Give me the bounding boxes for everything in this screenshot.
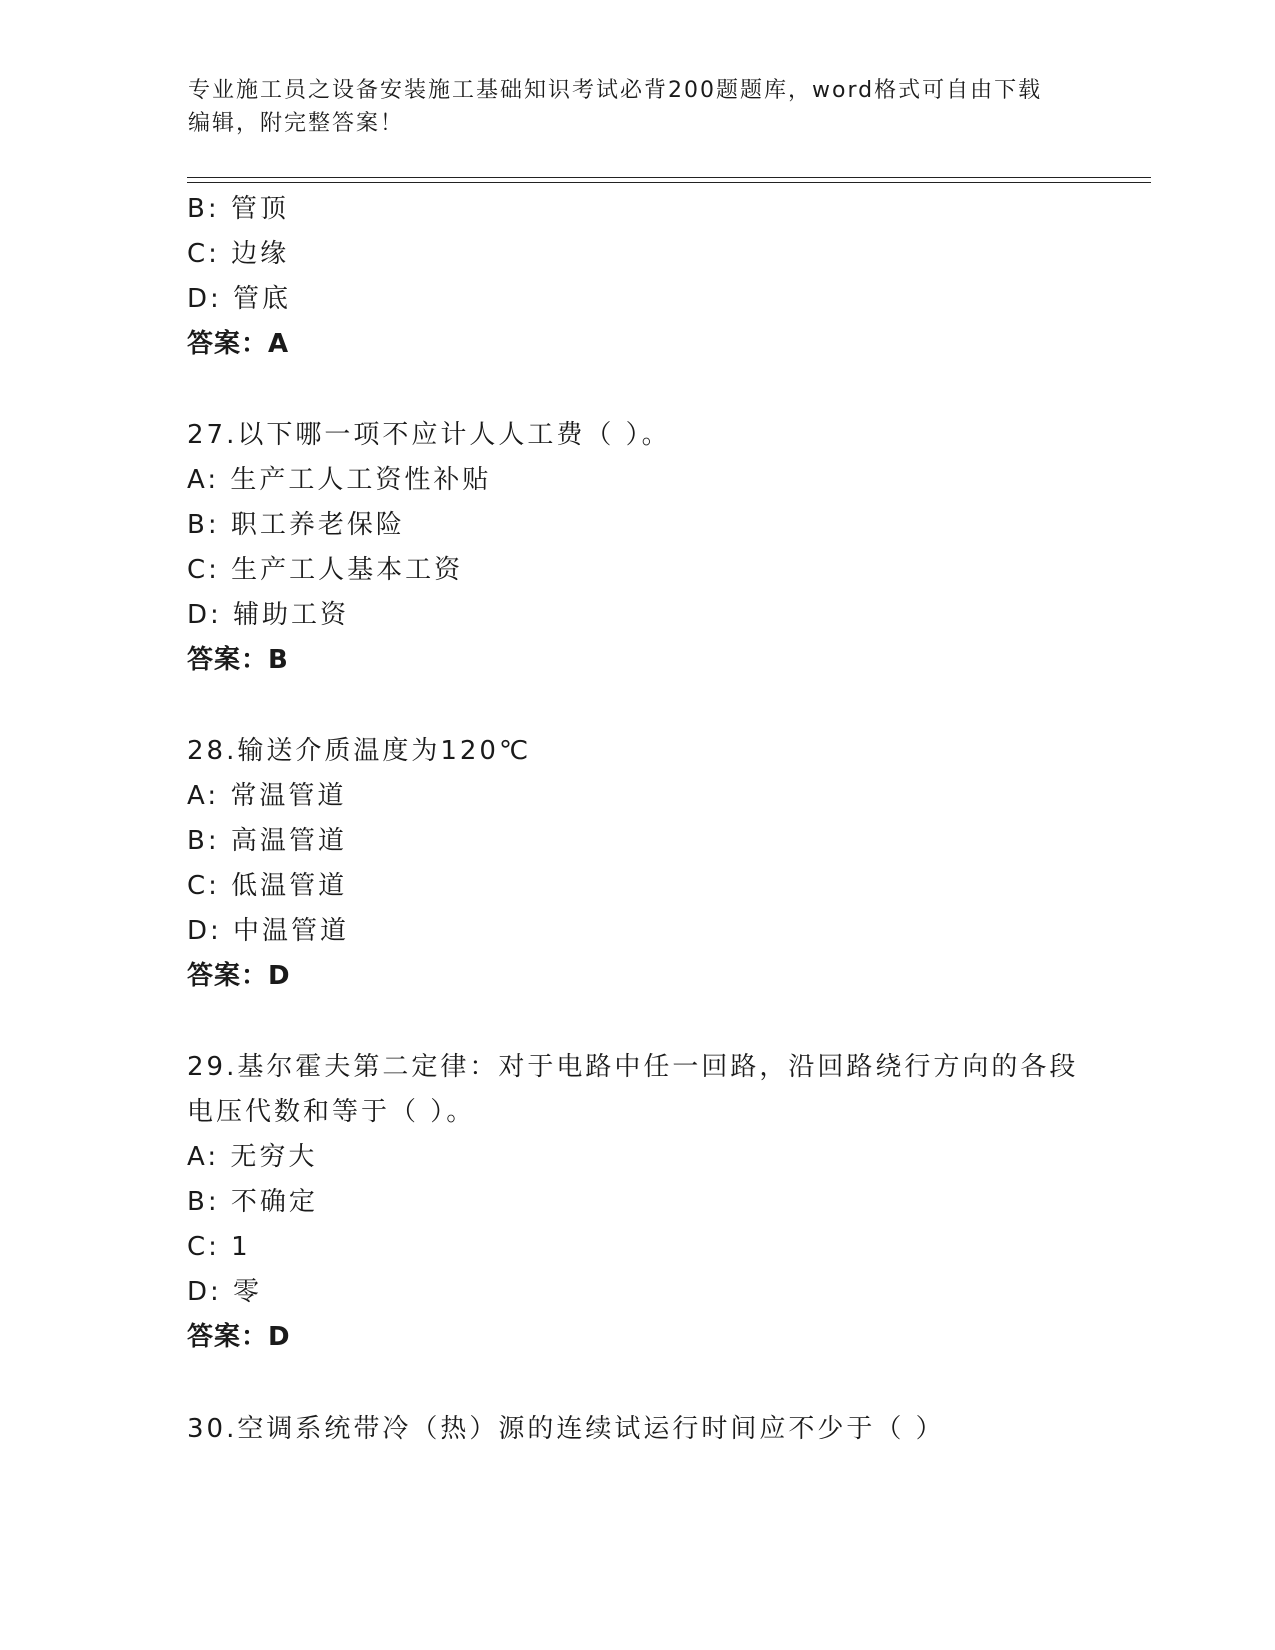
q28-answer: 答案：D — [187, 961, 291, 991]
q27-question: 27.以下哪一项不应计人人工费（ ）。 — [187, 420, 671, 450]
q29-option-d: D: 零 — [187, 1277, 263, 1307]
q30-question: 30.空调系统带冷（热）源的连续试运行时间应不少于（ ） — [187, 1414, 945, 1444]
q28-option-a: A: 常温管道 — [187, 781, 347, 811]
header-title-line-2: 编辑，附完整答案！ — [188, 111, 405, 136]
document-header — [188, 74, 1088, 140]
q26-option-d: D: 管底 — [187, 284, 292, 314]
q28-option-c: C: 低温管道 — [187, 871, 348, 901]
q28-option-d: D: 中温管道 — [187, 916, 350, 946]
q29-option-c: C: 1 — [187, 1232, 251, 1262]
q26-option-c: C: 边缘 — [187, 239, 290, 269]
q29-answer: 答案：D — [187, 1322, 291, 1352]
q28-question: 28.输送介质温度为120℃ — [187, 736, 532, 766]
q26-answer: 答案：A — [187, 329, 290, 359]
q29-option-b: B: 不确定 — [187, 1187, 318, 1217]
q27-option-c: C: 生产工人基本工资 — [187, 555, 464, 585]
header-divider-bottom — [187, 182, 1151, 183]
q28-option-b: B: 高温管道 — [187, 826, 347, 856]
q27-option-a: A: 生产工人工资性补贴 — [187, 465, 492, 495]
q29-question-line-2: 电压代数和等于（ ）。 — [187, 1097, 476, 1127]
q27-answer: 答案：B — [187, 645, 289, 675]
q27-option-d: D: 辅助工资 — [187, 600, 350, 630]
q29-question-line-1: 29.基尔霍夫第二定律：对于电路中任一回路，沿回路绕行方向的各段 — [187, 1052, 1079, 1082]
q26-option-b: B: 管顶 — [187, 194, 289, 224]
header-title-line-1: 专业施工员之设备安装施工基础知识考试必背200题题库，word格式可自由下载 — [188, 78, 1043, 103]
q29-option-a: A: 无穷大 — [187, 1142, 318, 1172]
q27-option-b: B: 职工养老保险 — [187, 510, 405, 540]
header-divider-top — [187, 177, 1151, 178]
